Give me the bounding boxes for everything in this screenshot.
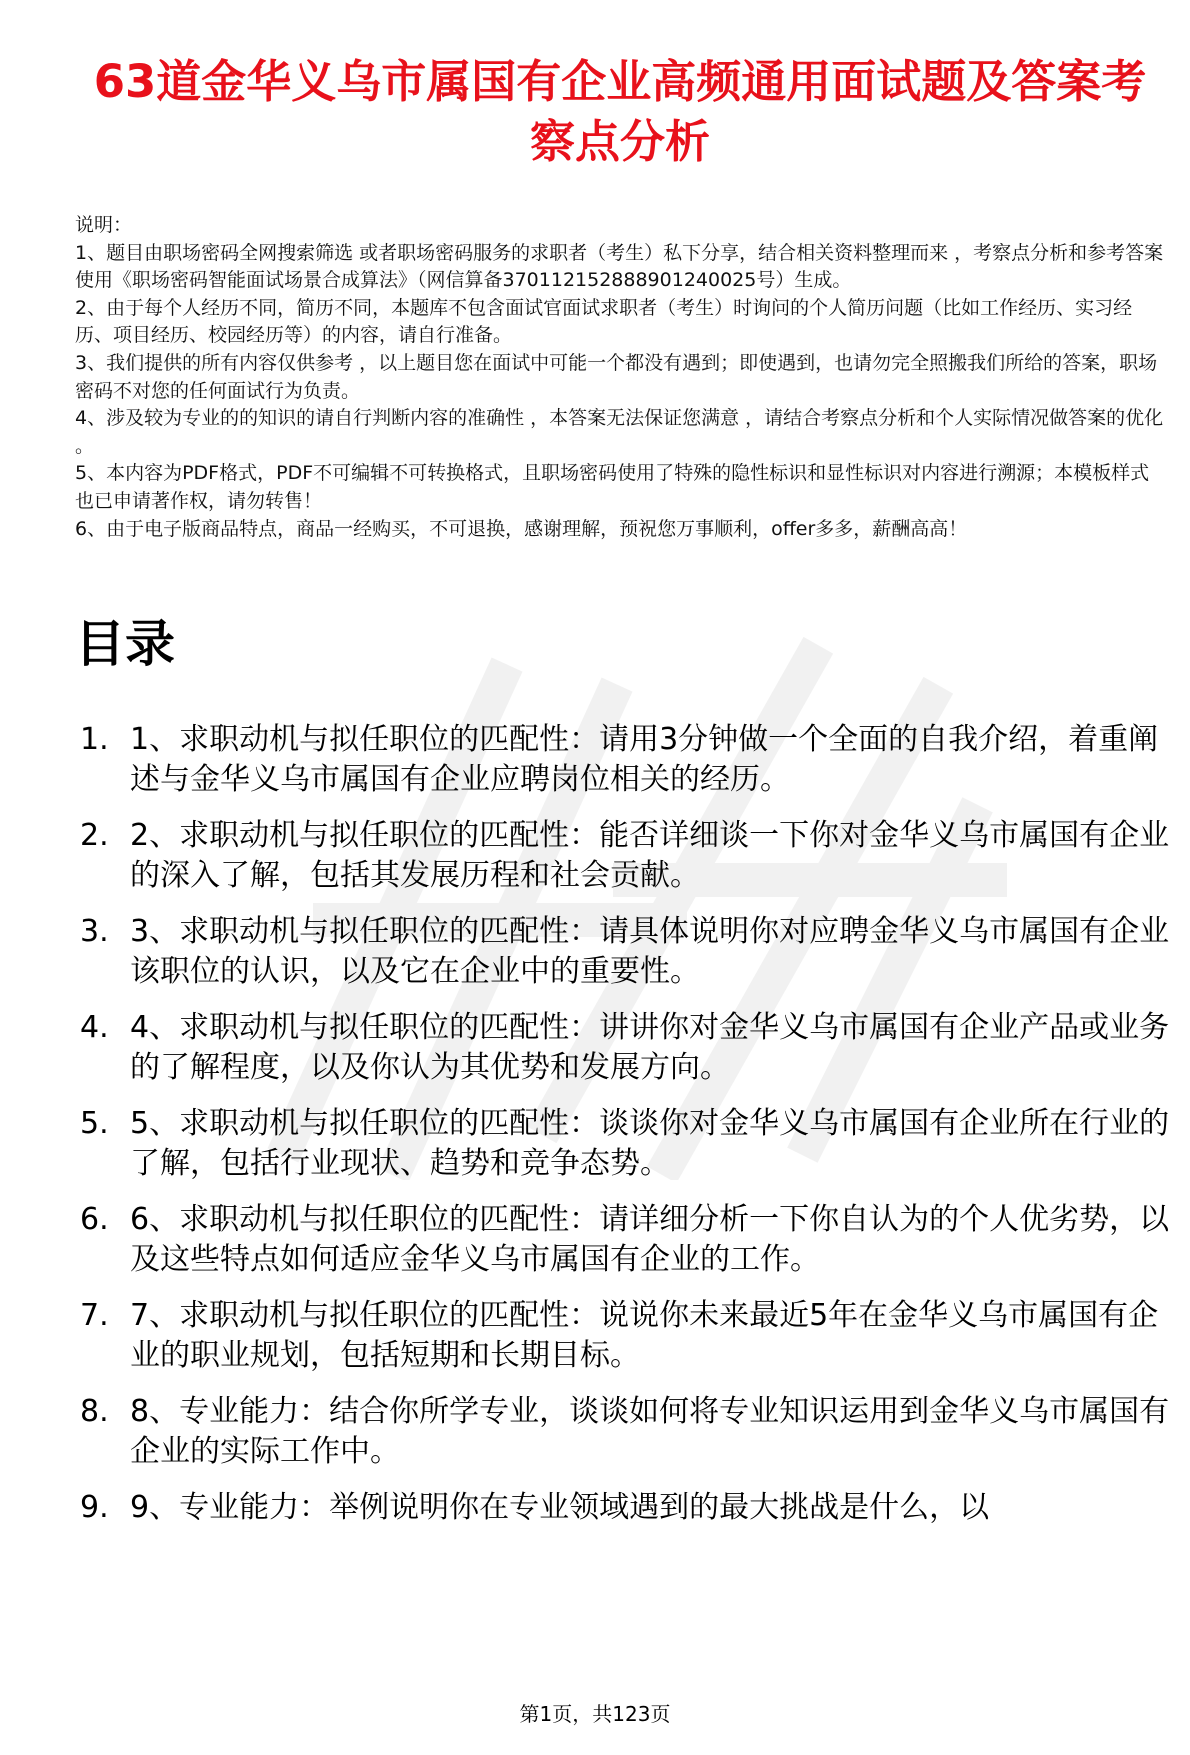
toc-item-text[interactable]: 8、专业能力：结合你所学专业，谈谈如何将专业知识运用到金华义乌市属国有企业的实际工作中。 <box>130 1394 1170 1469</box>
notes-section <box>75 212 1165 543</box>
toc-item[interactable] <box>75 1104 1170 1184</box>
toc-item-number: 3. <box>80 914 109 949</box>
toc-item-number: 4. <box>80 1010 109 1045</box>
note-item: 4、涉及较为专业的的知识的请自行判断内容的准确性 ，本答案无法保证您满意 ，请结合考察点分析和个人实际情况做答案的优化 。 <box>75 407 1164 457</box>
toc-item[interactable] <box>75 912 1170 992</box>
toc-item[interactable] <box>75 720 1170 800</box>
toc-item-text[interactable]: 9、专业能力：举例说明你在专业领域遇到的最大挑战是什么，以 <box>130 1490 990 1525</box>
page-footer: 第1页，共123页 <box>519 1702 671 1726</box>
toc-item[interactable] <box>75 1008 1170 1088</box>
toc-item[interactable] <box>75 1200 1170 1280</box>
note-item: 6、由于电子版商品特点，商品一经购买，不可退换，感谢理解，预祝您万事顺利，offer多多，薪酬高高！ <box>75 517 968 540</box>
toc-item-text[interactable]: 2、求职动机与拟任职位的匹配性：能否详细谈一下你对金华义乌市属国有企业的深入了解，包括其发展历程和社会贡献。 <box>130 818 1170 893</box>
toc-item-text[interactable]: 5、求职动机与拟任职位的匹配性：谈谈你对金华义乌市属国有企业所在行业的了解，包括行业现状、趋势和竞争态势。 <box>130 1106 1170 1181</box>
toc-item-number: 1. <box>80 722 109 757</box>
toc-item-text[interactable]: 4、求职动机与拟任职位的匹配性：讲讲你对金华义乌市属国有企业产品或业务的了解程度，以及你认为其优势和发展方向。 <box>130 1010 1170 1085</box>
note-item: 3、我们提供的所有内容仅供参考 ，以上题目您在面试中可能一个都没有遇到；即使遇到，也请勿完全照搬我们所给的答案，职场密码不对您的任何面试行为负责。 <box>75 351 1158 402</box>
toc-item-number: 9. <box>80 1490 109 1525</box>
toc-item[interactable] <box>75 1488 1170 1528</box>
toc-item-number: 6. <box>80 1202 109 1237</box>
note-item: 2、由于每个人经历不同，简历不同，本题库不包含面试官面试求职者（考生）时询问的个人简历问题（比如工作经历、实习经历、项目经历、校园经历等）的内容，请自行准备。 <box>75 296 1133 347</box>
toc-item-number: 2. <box>80 818 109 853</box>
toc-item[interactable] <box>75 1296 1170 1376</box>
notes-heading: 说明： <box>75 214 133 236</box>
toc-item[interactable] <box>75 1392 1170 1472</box>
toc-item-text[interactable]: 1、求职动机与拟任职位的匹配性：请用3分钟做一个全面的自我介绍，着重阐述与金华义乌市属国有企业应聘岗位相关的经历。 <box>130 722 1159 797</box>
toc-item-text[interactable]: 3、求职动机与拟任职位的匹配性：请具体说明你对应聘金华义乌市属国有企业该职位的认识，以及它在企业中的重要性。 <box>130 914 1170 989</box>
note-item: 1、题目由职场密码全网搜索筛选 或者职场密码服务的求职者（考生）私下分享，结合相关资料整理而来 ，考察点分析和参考答案使用《职场密码智能面试场景合成算法》（网信算备370112152888901240025号）生成。 <box>75 241 1164 292</box>
note-item: 5、本内容为PDF格式，PDF不可编辑不可转换格式，且职场密码使用了特殊的隐性标识和显性标识对内容进行溯源；本模板样式也已申请著作权，请勿转售！ <box>75 462 1150 512</box>
toc-item-text[interactable]: 7、求职动机与拟任职位的匹配性：说说你未来最近5年在金华义乌市属国有企业的职业规划，包括短期和长期目标。 <box>130 1298 1159 1373</box>
toc-heading: 目录 <box>75 615 175 673</box>
toc-item-number: 7. <box>80 1298 109 1333</box>
toc-item-number: 5. <box>80 1106 109 1141</box>
toc-list <box>75 720 1170 1544</box>
document-title: 63道金华义乌市属国有企业高频通用面试题及答案考察点分析 <box>93 55 1147 168</box>
toc-item[interactable] <box>75 816 1170 896</box>
toc-item-text[interactable]: 6、求职动机与拟任职位的匹配性：请详细分析一下你自认为的个人优劣势，以及这些特点如何适应金华义乌市属国有企业的工作。 <box>130 1202 1170 1277</box>
toc-item-number: 8. <box>80 1394 109 1429</box>
